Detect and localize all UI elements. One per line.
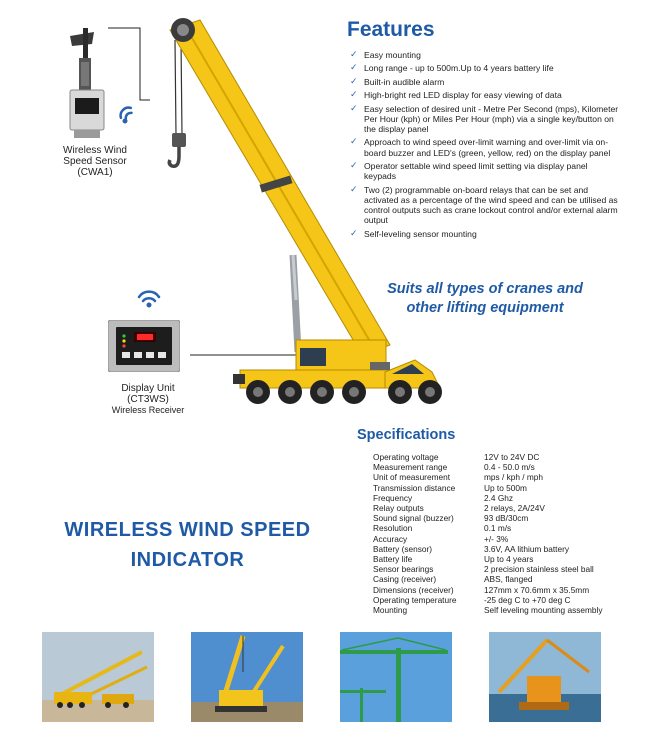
check-icon: ✓ [350,62,358,73]
spec-row [373,585,603,595]
spec-key: Accuracy [373,533,408,544]
feature-item [350,50,620,60]
sensor-caption [40,145,150,178]
spec-row [373,462,603,472]
crane-photo-2 [191,632,303,722]
features-title: Features [347,18,435,41]
spec-value: Self leveling mounting assembly [484,605,603,616]
feature-text: Two (2) programmable on-board relays that can be set and activated as a percentage of the wind speed and can be utilised as control outputs such as crane lockout control and/or external alarm output [364,184,618,226]
feature-text: Approach to wind speed over-limit warning and over-limit via on-board buzzer and LED's (green, yellow, red) on the display panel [364,137,611,158]
spec-value: 127mm x 70.6mm x 35.5mm [484,584,590,595]
feature-item [350,63,620,73]
feature-text: High-bright red LED display for easy viewing of data [364,90,562,101]
spec-row [373,523,603,533]
display-unit-caption [98,383,198,416]
spec-row [373,605,603,615]
crane-photo-1 [42,632,154,722]
spec-value: 12V to 24V DC [484,452,540,462]
feature-item [350,104,620,135]
feature-text: Operator settable wind speed limit setting via display panel keypads [364,160,588,182]
spec-key: Measurement range [373,462,448,473]
spec-value: Up to 500m [484,482,527,493]
spec-value: 2.4 Ghz [484,492,514,503]
spec-key: Sound signal (buzzer) [373,513,454,524]
spec-row [373,564,603,574]
specifications-table [373,452,603,615]
spec-value: 0.1 m/s [484,523,512,534]
feature-item [350,77,620,87]
crane-photo-3 [340,632,452,722]
feature-item [350,229,620,239]
display-caption-line2: (CT3WS) [127,394,169,405]
check-icon: ✓ [350,159,358,170]
spec-value: Up to 4 years [484,554,534,565]
feature-item [350,137,620,157]
spec-value: 0.4 - 50.0 m/s [484,462,535,473]
spec-key: Operating voltage [373,452,439,462]
product-headline [60,515,315,575]
spec-key: Resolution [373,523,413,534]
spec-row [373,513,603,523]
sensor-caption-line3: (CWA1) [77,167,113,178]
feature-text: Long range - up to 500m.Up to 4 years battery life [364,63,554,74]
check-icon: ✓ [350,102,358,113]
spec-row [373,534,603,544]
spec-value: -25 deg C to +70 deg C [484,594,571,605]
feature-item [350,161,620,181]
spec-value: 3.6V, AA lithium battery [484,543,570,554]
spec-key: Unit of measurement [373,472,451,483]
spec-value: 2 relays, 2A/24V [484,503,545,514]
wifi-icon [137,289,161,309]
spec-row [373,472,603,482]
spec-row [373,554,603,564]
check-icon: ✓ [350,89,358,100]
wifi-icon [116,102,140,128]
headline-line2: INDICATOR [130,549,245,571]
spec-key: Transmission distance [373,482,456,493]
feature-text: Easy mounting [364,50,421,60]
wind-sensor-image [62,28,112,140]
spec-key: Mounting [373,605,408,616]
spec-value: 2 precision stainless steel ball [484,564,594,575]
sensor-caption-line1: Wireless Wind [63,145,127,156]
check-icon: ✓ [350,183,358,194]
spec-row [373,503,603,513]
spec-row [373,595,603,605]
spec-key: Frequency [373,492,413,503]
crane-photo-4 [489,632,601,722]
spec-row [373,544,603,554]
display-caption-line1: Display Unit [121,383,175,394]
spec-value: +/- 3% [484,533,509,544]
spec-row [373,493,603,503]
spec-key: Battery life [373,554,413,565]
tagline [365,280,605,318]
spec-value: 93 dB/30cm [484,513,529,524]
display-caption-line3: Wireless Receiver [111,405,185,415]
tagline-line2: other lifting equipment [406,300,564,316]
spec-value: ABS, flanged [484,574,533,585]
spec-row [373,574,603,584]
spec-key: Dimensions (receiver) [373,584,454,595]
sensor-caption-line2: Speed Sensor [63,156,127,167]
display-unit-image [108,320,180,372]
spec-key: Operating temperature [373,594,457,605]
specifications-title: Specifications [357,427,456,443]
spec-key: Casing (receiver) [373,574,437,585]
feature-item [350,185,620,226]
spec-key: Relay outputs [373,503,424,514]
spec-key: Sensor bearings [373,564,434,575]
check-icon: ✓ [350,49,358,59]
feature-text: Built-in audible alarm [364,76,445,87]
feature-text: Easy selection of desired unit - Metre Per Second (mps), Kilometer Per Hour (kph) or Miles Per Hour (mph) via a single key/button on the display panel [364,103,619,134]
check-icon: ✓ [350,136,358,147]
spec-row [373,483,603,493]
spec-value: mps / kph / mph [484,472,544,483]
spec-key: Battery (sensor) [373,543,433,554]
tagline-line1: Suits all types of cranes and [387,281,583,297]
check-icon: ✓ [350,227,358,238]
feature-text: Self-leveling sensor mounting [364,228,477,239]
features-list [350,50,620,242]
check-icon: ✓ [350,75,358,86]
spec-row [373,452,603,462]
headline-line1: WIRELESS WIND SPEED [64,519,311,541]
feature-item [350,90,620,100]
